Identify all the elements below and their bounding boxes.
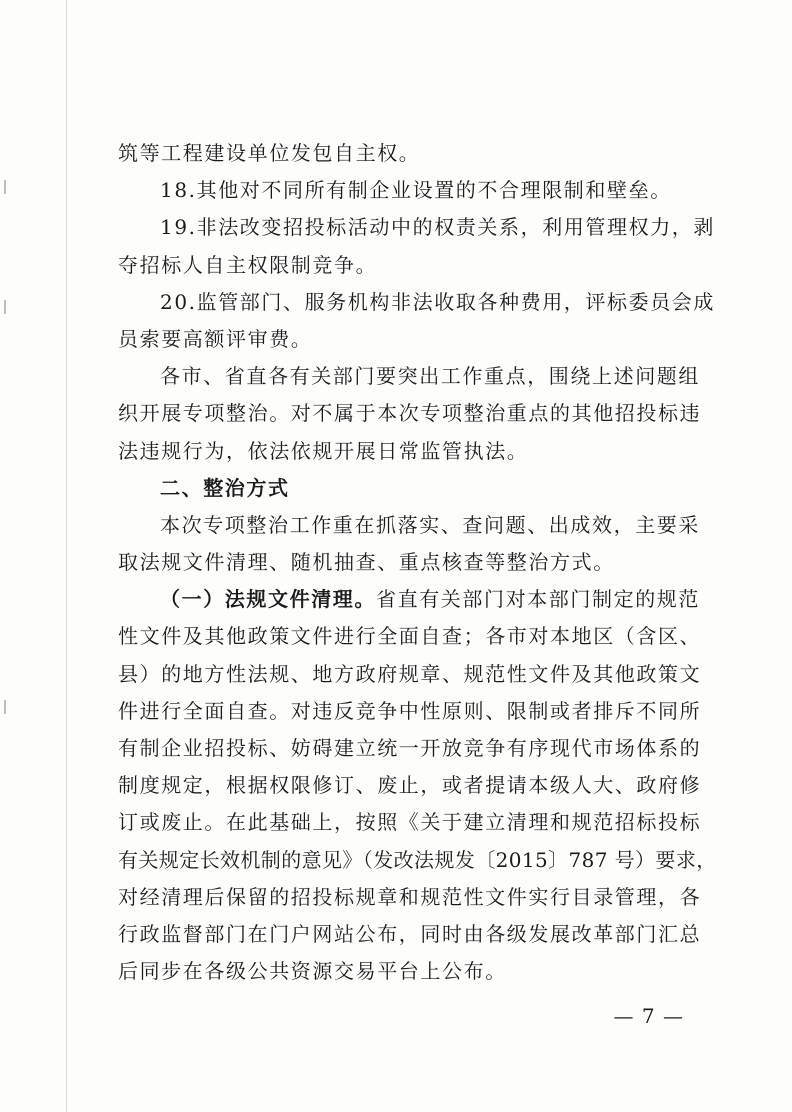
text-line: 件进行全面自查。对违反竞争中性原则、限制或者排斥不同所 xyxy=(118,698,702,723)
text-line: 取法规文件清理、随机抽查、重点核查等整治方式。 xyxy=(118,550,615,575)
text-line: 性文件及其他政策文件进行全面自查；各市对本地区（含区、 xyxy=(118,624,702,649)
binding-edge-line xyxy=(66,0,67,1112)
text-line xyxy=(118,581,700,618)
text-line: 20.监管部门、服务机构非法收取各种费用，评标委员会成 xyxy=(160,289,716,314)
text-line: 夺招标人自主权限制竞争。 xyxy=(118,252,378,277)
page-number: — 7 — xyxy=(613,1004,684,1028)
text-line: 员索要高额评审费。 xyxy=(118,326,313,351)
scan-edge-mark xyxy=(4,180,6,194)
scan-edge-mark xyxy=(4,700,6,714)
section-heading: 二、整治方式 xyxy=(160,475,290,500)
text-line: 筑等工程建设单位发包自主权。 xyxy=(118,141,421,165)
text-line: 织开展专项整治。对不属于本次专项整治重点的其他招投标违 xyxy=(118,401,702,426)
text-line: 行政监督部门在门户网站公布，同时由各级发展改革部门汇总 xyxy=(118,921,702,946)
text-line: 18.其他对不同所有制企业设置的不合理限制和壁垒。 xyxy=(160,178,672,203)
subsection-heading: （一）法规文件清理。 xyxy=(160,587,376,612)
text-line: 有关规定长效机制的意见》（发改法规发〔2015〕787 号）要求， xyxy=(118,847,717,872)
text-line: 后同步在各级公共资源交易平台上公布。 xyxy=(118,959,507,984)
text-line: 法违规行为，依法依规开展日常监管执法。 xyxy=(118,438,529,463)
text-line: 县）的地方性法规、地方政府规章、规范性文件及其他政策文 xyxy=(118,661,702,686)
body-text xyxy=(118,135,717,990)
scan-edge-mark xyxy=(4,300,6,314)
text-line: 有制企业招投标、妨碍建立统一开放竞争有序现代市场体系的 xyxy=(118,736,702,760)
text-line: 制度规定，根据权限修订、废止，或者提请本级人大、政府修 xyxy=(118,773,702,798)
text-line: 各市、省直各有关部门要突出工作重点，围绕上述问题组 xyxy=(160,364,700,389)
text-run: 省直有关部门对本部门制定的规范 xyxy=(376,587,700,612)
text-line: 对经清理后保留的招投标规章和规范性文件实行目录管理，各 xyxy=(118,884,702,909)
text-line: 本次专项整治工作重在抓落实、查问题、出成效，主要采 xyxy=(160,512,700,537)
text-line: 19.非法改变招投标活动中的权责关系，利用管理权力，剥 xyxy=(160,215,716,240)
text-line: 订或废止。在此基础上，按照《关于建立清理和规范招标投标 xyxy=(118,810,702,835)
